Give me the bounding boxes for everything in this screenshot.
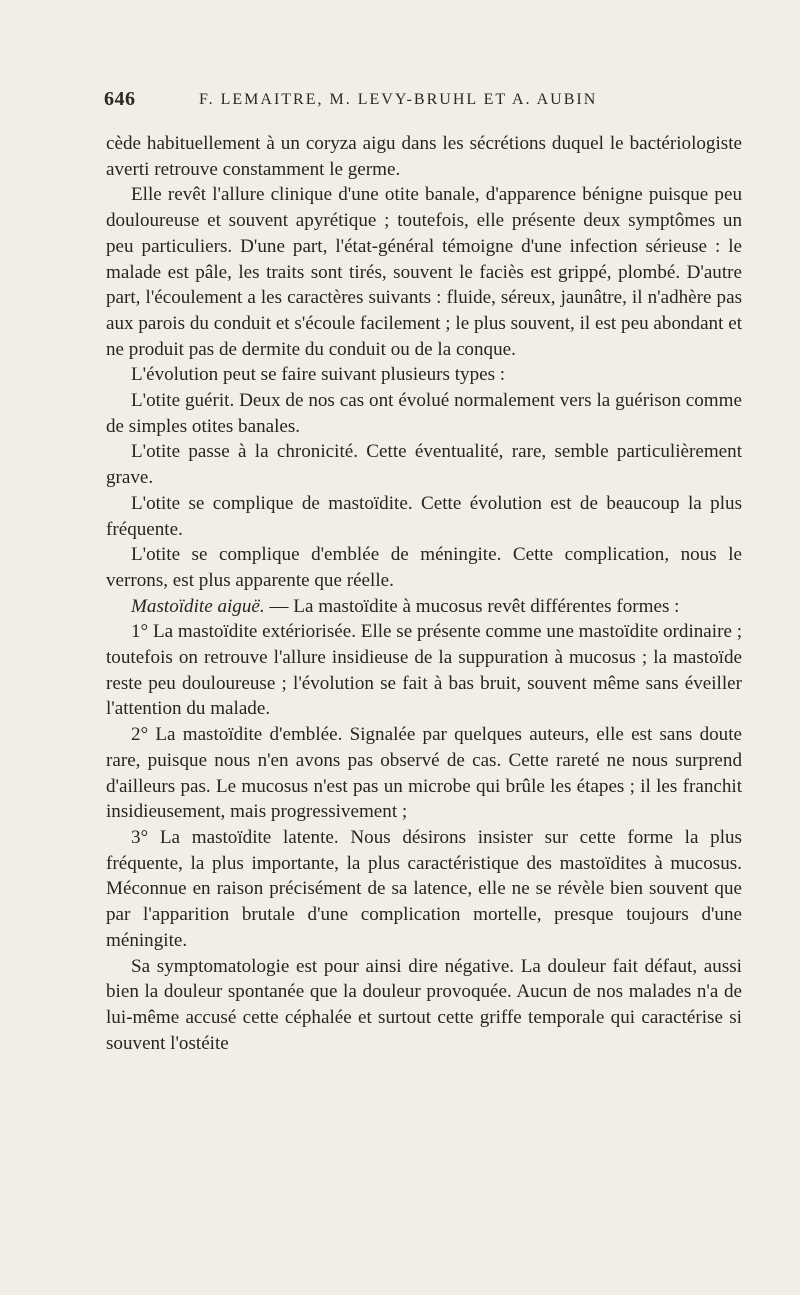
paragraph: L'otite se complique de mastoïdite. Cette évolution est de beaucoup la plus fréquente. bbox=[106, 492, 742, 540]
page-header bbox=[104, 88, 744, 116]
paragraph: Elle revêt l'allure clinique d'une otite banale, d'apparence bénigne puisque peu douloureuse et souvent apyrétique ; toutefois, elle présente deux symptômes un peu particuliers. D'une part, l'état-général témoigne d'une infection sérieuse : le malade est pâle, les traits sont tirés, souvent le faciès est grippé, plombé. D'autre part, l'écoulement a les caractères suivants : fluide, séreux, jaunâtre, il n'adhère pas aux parois du conduit et s'écoule facilement ; le plus souvent, il est peu abondant et ne produit pas de dermite du conduit ou de la conque. bbox=[106, 184, 742, 360]
paragraph: 3° La mastoïdite latente. Nous désirons insister sur cette forme la plus fréquente, la plus importante, la plus caractéristique des mastoïdites à mucosus. Méconnue en raison précisément de sa latence, elle ne se révèle bien souvent que par l'apparition brutale d'une complication mortelle, presque toujours d'une méningite. bbox=[106, 826, 742, 951]
running-head: F. LEMAITRE, M. LEVY-BRUHL ET A. AUBIN bbox=[199, 91, 598, 108]
page-number: 646 bbox=[104, 88, 136, 110]
paragraph bbox=[106, 594, 742, 620]
paragraph: L'otite se complique d'emblée de méningite. Cette complication, nous le verrons, est plus apparente que réelle. bbox=[106, 544, 742, 591]
paragraph: cède habituellement à un coryza aigu dans les sécrétions duquel le bactériologiste averti retrouve constamment le germe. bbox=[106, 133, 742, 180]
paragraph: L'otite passe à la chronicité. Cette éventualité, rare, semble particulièrement grave. bbox=[106, 441, 742, 489]
section-title: Mastoïdite aiguë. bbox=[131, 595, 265, 617]
paragraph: 2° La mastoïdite d'emblée. Signalée par quelques auteurs, elle est sans doute rare, puisque nous n'en avons pas observé de cas. Cette rareté ne nous surprend d'ailleurs pas. Le mucosus n'est pas un microbe qui brûle les étapes ; il les franchit insidieusement, mais progressivement ; bbox=[106, 724, 742, 823]
paragraph: L'otite guérit. Deux de nos cas ont évolué normalement vers la guérison comme de simples otites banales. bbox=[106, 390, 742, 437]
paragraph: 1° La mastoïdite extériorisée. Elle se présente comme une mastoïdite ordinaire ; toutefois on retrouve l'allure insidieuse de la suppuration à mucosus ; la mastoïde reste peu douloureuse ; l'évolution se fait à bas bruit, souvent même sans éveiller l'attention du malade. bbox=[106, 621, 742, 720]
paragraph: Sa symptomatologie est pour ainsi dire négative. La douleur fait défaut, aussi bien la douleur spontanée que la douleur provoquée. Aucun de nos malades n'a de lui-même accusé cette céphalée et surtout cette griffe temporale qui caractérise si souvent l'ostéite bbox=[106, 955, 742, 1054]
section-intro: — La mastoïdite à mucosus revêt différentes formes : bbox=[264, 595, 680, 617]
paragraph: L'évolution peut se faire suivant plusieurs types : bbox=[131, 364, 506, 386]
body-text bbox=[106, 131, 742, 1056]
